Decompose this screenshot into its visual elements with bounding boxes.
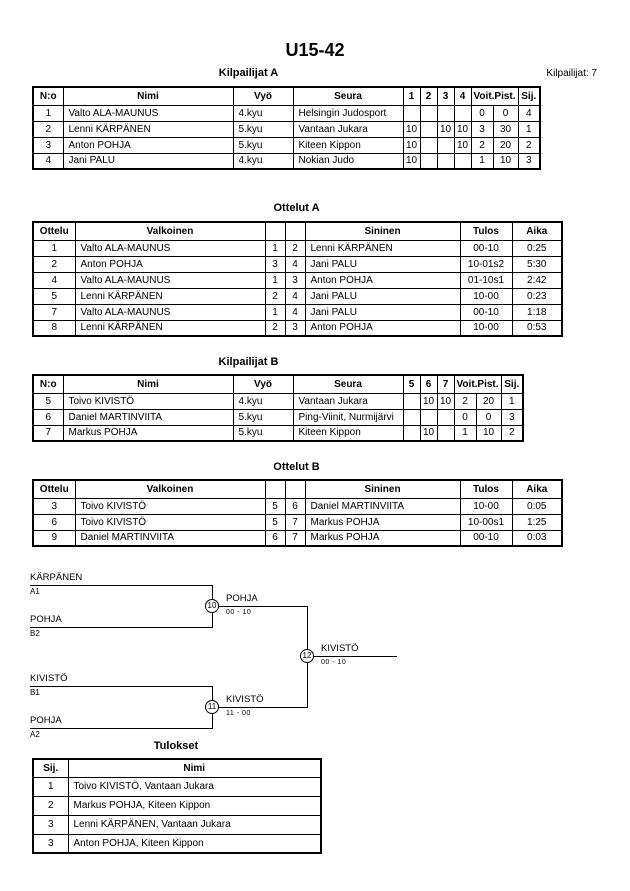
results-heading: Tulokset: [153, 740, 199, 752]
cell-round-3: [437, 105, 454, 121]
col-header-round-2: 2: [420, 87, 437, 105]
bracket-slot-name: KIVISTÖ: [30, 673, 68, 684]
col-header-round-5: 5: [403, 375, 420, 393]
col-header-time: Aika: [512, 222, 562, 240]
cell-time: 5:30: [512, 256, 562, 272]
match-number-circle: 12: [300, 649, 314, 663]
cell-result: 10-00: [460, 498, 512, 514]
cell-round-6: [420, 409, 437, 425]
cell-time: 0:53: [512, 320, 562, 336]
cell-round-2: [420, 105, 437, 121]
cell-match-no: 4: [33, 272, 75, 288]
table-row: [33, 320, 562, 336]
cell-round-3: [437, 153, 454, 169]
pool-a-table: [32, 86, 541, 170]
table-header-row: [33, 222, 562, 240]
cell-place: 1: [518, 121, 540, 137]
cell-club: Vantaan Jukara: [293, 393, 403, 409]
col-header-match: Ottelu: [33, 222, 75, 240]
cell-belt: 4.kyu: [233, 153, 293, 169]
pool-b-table: [32, 374, 524, 442]
cell-match-no: 7: [33, 304, 75, 320]
pool-a-heading: Kilpailijat A: [218, 67, 279, 79]
cell-round-4: [454, 153, 471, 169]
col-header-club: Seura: [293, 375, 403, 393]
col-header-round-6: 6: [420, 375, 437, 393]
col-header-no: N:o: [33, 87, 63, 105]
col-header-place: Sij.: [501, 375, 523, 393]
cell-match-no: 9: [33, 530, 75, 546]
cell-result: 00-10: [460, 240, 512, 256]
table-row: [33, 105, 540, 121]
cell-blue-name: Jani PALU: [305, 288, 460, 304]
table-row: [33, 834, 321, 853]
cell-wins: 2: [471, 137, 493, 153]
cell-name: Daniel MARTINVIITA: [63, 409, 233, 425]
cell-belt: 5.kyu: [233, 409, 293, 425]
bracket-slot-line: [30, 728, 212, 729]
cell-club: Vantaan Jukara: [293, 121, 403, 137]
cell-white-no: 6: [265, 530, 285, 546]
cell-place: 1: [501, 393, 523, 409]
cell-name: Lenni KÄRPÄNEN: [63, 121, 233, 137]
cell-points: 30: [493, 121, 518, 137]
cell-blue-no: 4: [285, 304, 305, 320]
cell-white-no: 2: [265, 320, 285, 336]
cell-white-no: 1: [265, 304, 285, 320]
col-header-time: Aika: [512, 480, 562, 498]
cell-place: 3: [33, 834, 68, 853]
cell-result: 10-00s1: [460, 514, 512, 530]
cell-club: Helsingin Judosport: [293, 105, 403, 121]
cell-belt: 4.kyu: [233, 105, 293, 121]
cell-place: 3: [518, 153, 540, 169]
cell-time: 0:25: [512, 240, 562, 256]
cell-no: 1: [33, 105, 63, 121]
table-row: [33, 153, 540, 169]
cell-place: 2: [518, 137, 540, 153]
cell-match-no: 5: [33, 288, 75, 304]
cell-belt: 5.kyu: [233, 137, 293, 153]
competitor-count-label: Kilpailijat: 7: [546, 68, 597, 79]
cell-white-name: Daniel MARTINVIITA: [75, 530, 265, 546]
col-header-place: Sij.: [518, 87, 540, 105]
matches-b-heading: Ottelut B: [273, 461, 320, 473]
table-row: [33, 409, 523, 425]
cell-name: Lenni KÄRPÄNEN, Vantaan Jukara: [68, 815, 321, 834]
cell-round-2: [420, 153, 437, 169]
col-header-wins-points: Voit.Pist.: [471, 87, 518, 105]
col-header-round-4: 4: [454, 87, 471, 105]
cell-name: Toivo KIVISTÖ, Vantaan Jukara: [68, 777, 321, 796]
matches-a-heading: Ottelut A: [273, 202, 320, 214]
cell-points: 10: [476, 425, 501, 441]
match-number-circle: 11: [205, 700, 219, 714]
cell-time: 1:18: [512, 304, 562, 320]
cell-match-no: 2: [33, 256, 75, 272]
cell-match-no: 3: [33, 498, 75, 514]
cell-match-no: 6: [33, 514, 75, 530]
col-header-no: N:o: [33, 375, 63, 393]
table-row: [33, 796, 321, 815]
cell-round-3: 10: [437, 121, 454, 137]
cell-round-1: 10: [403, 121, 420, 137]
cell-round-1: 10: [403, 153, 420, 169]
cell-round-3: [437, 137, 454, 153]
bracket-winner-name: KIVISTÖ: [226, 694, 264, 705]
table-row: [33, 393, 523, 409]
bracket-match-score: 11 - 00: [226, 710, 251, 717]
cell-white-name: Valto ALA-MAUNUS: [75, 272, 265, 288]
cell-blue-no: 4: [285, 256, 305, 272]
match-number-circle: 10: [205, 599, 219, 613]
cell-white-name: Anton POHJA: [75, 256, 265, 272]
pool-b-heading: Kilpailijat B: [218, 356, 279, 368]
cell-white-name: Toivo KIVISTÖ: [75, 498, 265, 514]
cell-time: 0:03: [512, 530, 562, 546]
cell-club: Nokian Judo: [293, 153, 403, 169]
table-row: [33, 137, 540, 153]
cell-blue-name: Markus POHJA: [305, 514, 460, 530]
cell-blue-name: Jani PALU: [305, 304, 460, 320]
cell-round-7: [437, 409, 454, 425]
cell-club: Kiteen Kippon: [293, 425, 403, 441]
col-header-white: Valkoinen: [75, 222, 265, 240]
col-header-wins-points: Voit.Pist.: [454, 375, 501, 393]
cell-name: Markus POHJA, Kiteen Kippon: [68, 796, 321, 815]
table-header-row: [33, 480, 562, 498]
cell-belt: 5.kyu: [233, 425, 293, 441]
cell-round-4: 10: [454, 121, 471, 137]
cell-blue-no: 3: [285, 272, 305, 288]
table-header-row: [33, 87, 540, 105]
table-header-row: [33, 759, 321, 777]
matches-b-table: [32, 479, 563, 547]
cell-place: 4: [518, 105, 540, 121]
col-header-place: Sij.: [33, 759, 68, 777]
cell-no: 2: [33, 121, 63, 137]
cell-name: Toivo KIVISTÖ: [63, 393, 233, 409]
matches-a-table: [32, 221, 563, 337]
cell-wins: 1: [471, 153, 493, 169]
bracket-winner-name: POHJA: [226, 593, 258, 604]
cell-round-2: [420, 137, 437, 153]
table-row: [33, 256, 562, 272]
bracket-winner-line: [212, 707, 307, 708]
cell-white-no: 1: [265, 240, 285, 256]
bracket-slot-name: KÄRPÄNEN: [30, 572, 83, 583]
cell-place: 3: [501, 409, 523, 425]
col-header-result: Tulos: [460, 480, 512, 498]
bracket-slot-name: POHJA: [30, 614, 62, 625]
table-row: [33, 240, 562, 256]
col-header-white-no: [265, 480, 285, 498]
medal-bracket: [30, 560, 610, 750]
cell-place: 2: [501, 425, 523, 441]
cell-round-6: 10: [420, 393, 437, 409]
col-header-round-3: 3: [437, 87, 454, 105]
cell-name: Valto ALA-MAUNUS: [63, 105, 233, 121]
cell-blue-name: Anton POHJA: [305, 320, 460, 336]
cell-blue-no: 7: [285, 514, 305, 530]
cell-blue-name: Anton POHJA: [305, 272, 460, 288]
cell-result: 00-10: [460, 530, 512, 546]
cell-blue-no: 2: [285, 240, 305, 256]
cell-points: 20: [493, 137, 518, 153]
cell-place: 1: [33, 777, 68, 796]
table-row: [33, 121, 540, 137]
bracket-slot-line: [30, 627, 212, 628]
cell-points: 10: [493, 153, 518, 169]
cell-wins: 0: [471, 105, 493, 121]
cell-no: 4: [33, 153, 63, 169]
cell-club: Kiteen Kippon: [293, 137, 403, 153]
table-row: [33, 272, 562, 288]
cell-round-6: 10: [420, 425, 437, 441]
table-row: [33, 530, 562, 546]
cell-white-name: Toivo KIVISTÖ: [75, 514, 265, 530]
cell-place: 2: [33, 796, 68, 815]
cell-white-name: Valto ALA-MAUNUS: [75, 240, 265, 256]
table-row: [33, 815, 321, 834]
col-header-name: Nimi: [63, 87, 233, 105]
bracket-match-score: 00 - 10: [321, 659, 347, 666]
cell-result: 10-00: [460, 320, 512, 336]
table-row: [33, 288, 562, 304]
col-header-blue-no: [285, 480, 305, 498]
cell-name: Markus POHJA: [63, 425, 233, 441]
col-header-club: Seura: [293, 87, 403, 105]
col-header-name: Nimi: [63, 375, 233, 393]
table-row: [33, 498, 562, 514]
page-title: U15-42: [285, 40, 345, 60]
cell-name: Anton POHJA, Kiteen Kippon: [68, 834, 321, 853]
cell-no: 5: [33, 393, 63, 409]
col-header-match: Ottelu: [33, 480, 75, 498]
bracket-match-score: 00 - 10: [226, 609, 252, 616]
cell-white-no: 5: [265, 498, 285, 514]
cell-belt: 5.kyu: [233, 121, 293, 137]
col-header-result: Tulos: [460, 222, 512, 240]
cell-blue-no: 6: [285, 498, 305, 514]
bracket-slot-tag: A2: [30, 730, 40, 739]
cell-time: 0:23: [512, 288, 562, 304]
cell-place: 3: [33, 815, 68, 834]
col-header-round-7: 7: [437, 375, 454, 393]
cell-round-5: [403, 393, 420, 409]
cell-result: 01-10s1: [460, 272, 512, 288]
bracket-winner-line: [307, 656, 397, 657]
col-header-round-1: 1: [403, 87, 420, 105]
cell-name: Jani PALU: [63, 153, 233, 169]
cell-result: 00-10: [460, 304, 512, 320]
cell-blue-name: Daniel MARTINVIITA: [305, 498, 460, 514]
col-header-blue-no: [285, 222, 305, 240]
cell-white-no: 5: [265, 514, 285, 530]
table-row: [33, 304, 562, 320]
bracket-winner-line: [212, 606, 307, 607]
cell-blue-no: 3: [285, 320, 305, 336]
cell-white-name: Valto ALA-MAUNUS: [75, 304, 265, 320]
bracket-slot-name: POHJA: [30, 715, 62, 726]
cell-points: 20: [476, 393, 501, 409]
bracket-slot-tag: A1: [30, 587, 40, 596]
table-row: [33, 425, 523, 441]
cell-name: Anton POHJA: [63, 137, 233, 153]
cell-blue-name: Jani PALU: [305, 256, 460, 272]
col-header-blue: Sininen: [305, 480, 460, 498]
bracket-slot-tag: B2: [30, 629, 40, 638]
bracket-slot-tag: B1: [30, 688, 40, 697]
cell-round-7: 10: [437, 393, 454, 409]
cell-white-name: Lenni KÄRPÄNEN: [75, 320, 265, 336]
cell-wins: 3: [471, 121, 493, 137]
cell-time: 0:05: [512, 498, 562, 514]
cell-round-2: [420, 121, 437, 137]
col-header-name: Nimi: [68, 759, 321, 777]
col-header-belt: Vyö: [233, 87, 293, 105]
cell-round-1: 10: [403, 137, 420, 153]
cell-match-no: 1: [33, 240, 75, 256]
cell-blue-no: 4: [285, 288, 305, 304]
col-header-white: Valkoinen: [75, 480, 265, 498]
cell-white-no: 2: [265, 288, 285, 304]
col-header-belt: Vyö: [233, 375, 293, 393]
cell-time: 2:42: [512, 272, 562, 288]
cell-no: 7: [33, 425, 63, 441]
cell-blue-name: Lenni KÄRPÄNEN: [305, 240, 460, 256]
cell-round-4: 10: [454, 137, 471, 153]
cell-points: 0: [476, 409, 501, 425]
bracket-slot-line: [30, 585, 212, 586]
cell-match-no: 8: [33, 320, 75, 336]
table-header-row: [33, 375, 523, 393]
results-table: [32, 758, 322, 854]
col-header-white-no: [265, 222, 285, 240]
cell-club: Ping-Viinit, Nurmijärvi: [293, 409, 403, 425]
cell-time: 1:25: [512, 514, 562, 530]
cell-white-no: 1: [265, 272, 285, 288]
cell-result: 10-00: [460, 288, 512, 304]
bracket-winner-name: KIVISTÖ: [321, 643, 359, 654]
table-row: [33, 514, 562, 530]
cell-round-7: [437, 425, 454, 441]
cell-blue-no: 7: [285, 530, 305, 546]
cell-no: 3: [33, 137, 63, 153]
cell-wins: 0: [454, 409, 476, 425]
cell-points: 0: [493, 105, 518, 121]
cell-round-4: [454, 105, 471, 121]
cell-result: 10-01s2: [460, 256, 512, 272]
cell-wins: 1: [454, 425, 476, 441]
cell-belt: 4.kyu: [233, 393, 293, 409]
cell-blue-name: Markus POHJA: [305, 530, 460, 546]
cell-round-1: [403, 105, 420, 121]
cell-white-name: Lenni KÄRPÄNEN: [75, 288, 265, 304]
bracket-slot-line: [30, 686, 212, 687]
cell-round-5: [403, 425, 420, 441]
table-row: [33, 777, 321, 796]
cell-wins: 2: [454, 393, 476, 409]
cell-round-5: [403, 409, 420, 425]
cell-no: 6: [33, 409, 63, 425]
col-header-blue: Sininen: [305, 222, 460, 240]
cell-white-no: 3: [265, 256, 285, 272]
